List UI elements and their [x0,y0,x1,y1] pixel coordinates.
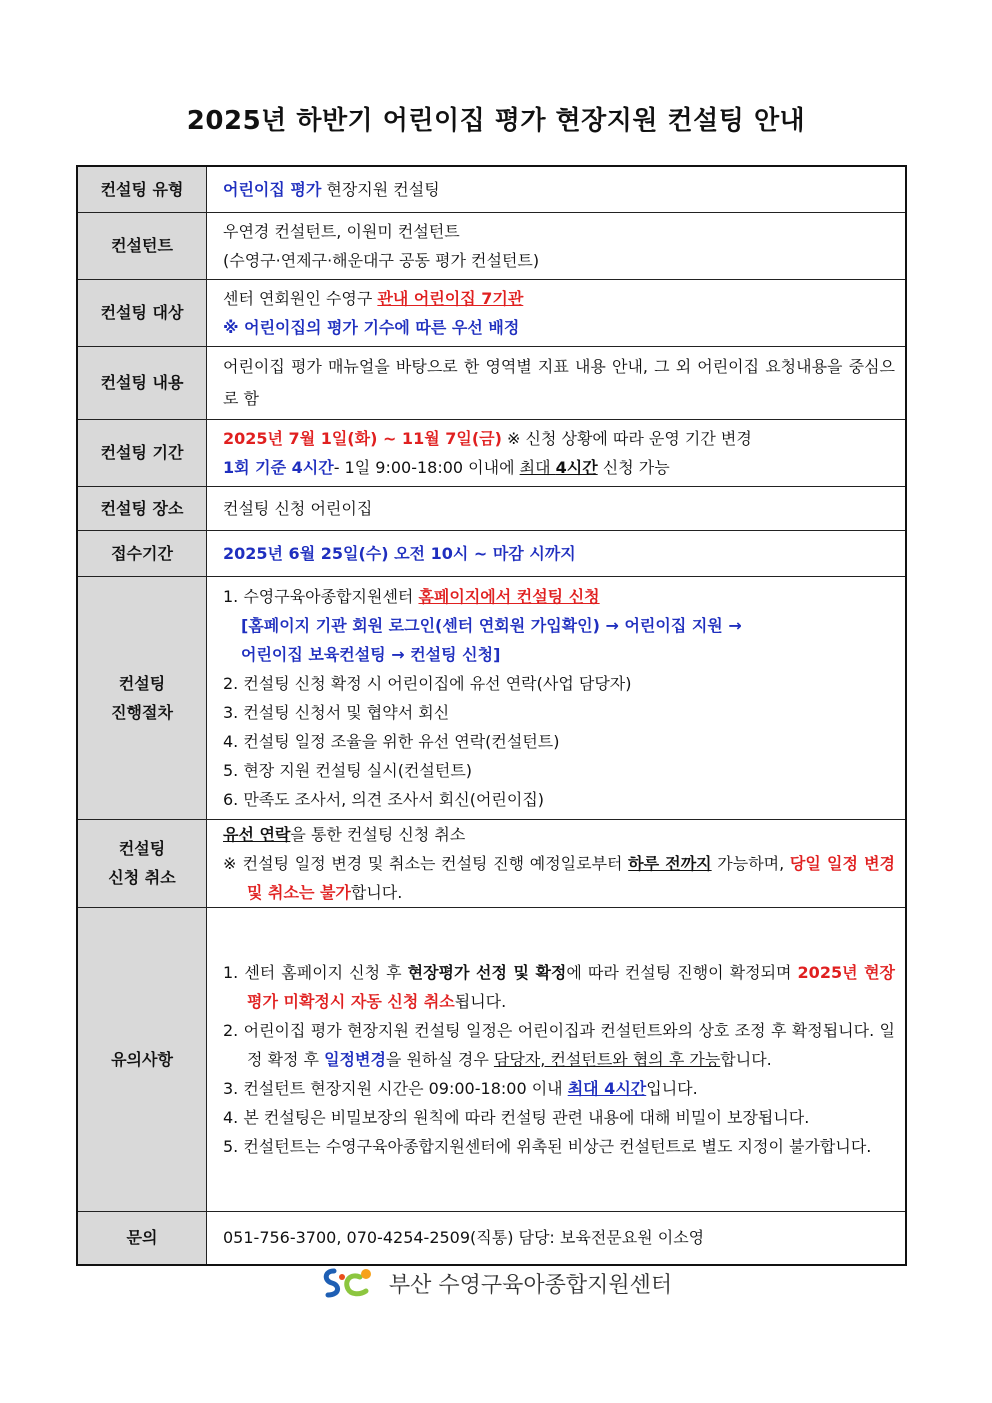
cancel-line2-end: 합니다. [350,882,403,902]
label-contact: 문의 [77,1211,207,1265]
label-type: 컨설팅 유형 [77,166,207,212]
cancel-label-line1: 컨설팅 [118,839,166,858]
label-consultant: 컨설턴트 [77,212,207,279]
period-base: 1회 기준 4시간 [223,457,334,477]
period-note: ※ 신청 상황에 따라 운영 기간 변경 [501,428,752,448]
cancel-line2-mid: 가능하며, [711,853,790,873]
target-highlight: 관내 어린이집 7기관 [377,288,524,308]
period-line2 [223,453,895,482]
label-notes: 유의사항 [77,907,207,1211]
page-title: 2025년 하반기 어린이집 평가 현장지원 컨설팅 안내 [186,106,806,136]
cancel-phone: 유선 연락 [223,824,291,844]
row-place [77,486,906,530]
note2-pre: 2. 어린이집 평가 현장지원 컨설팅 일정은 어린이집과 컨설턴트와의 상호 조정 후 확정됩니다. 일정 확정 후 [223,1020,895,1069]
consultant-line1: 우연경 컨설턴트, 이원미 컨설턴트 [223,221,460,241]
step1-pre: 1. 수영구육아종합지원센터 [223,586,419,606]
cancel-label-line2: 신청 취소 [108,868,176,887]
row-consultant [77,212,906,279]
procedure-label-line1: 컨설팅 [118,673,166,693]
footer [0,1265,992,1307]
content-period [207,419,907,486]
type-rest: 현장지원 컨설팅 [321,179,440,199]
note1-mid: 에 따라 컨설팅 진행이 확정되며 [566,962,798,982]
procedure-step3: 3. 컨설팅 신청서 및 협약서 회신 [223,702,450,722]
content-type [207,166,907,212]
label-cancel [77,819,207,907]
content-content [207,346,907,419]
procedure-step4: 4. 컨설팅 일정 조율을 위한 유선 연락(컨설턴트) [223,731,560,751]
row-procedure [77,576,906,819]
note3-end: 입니다. [646,1078,698,1098]
note2-mid: 을 원하실 경우 [385,1049,494,1069]
content-procedure [207,576,907,819]
note2-blue: 일정변경 [324,1049,386,1069]
note-5: 5. 컨설턴트는 수영구육아종합지원센터에 위촉된 비상근 컨설턴트로 별도 지정이 불가합니다. [223,1136,872,1156]
note-4: 4. 본 컨설팅은 비밀보장의 원칙에 따라 컨설팅 관련 내용에 대해 비밀이 보장됩니다. [223,1107,810,1127]
period-mid: - 1일 9:00-18:00 이내에 [333,457,520,477]
row-target [77,279,906,346]
row-period [77,419,906,486]
content-target [207,279,907,346]
content-cancel [207,819,907,907]
label-place: 컨설팅 장소 [77,486,207,530]
label-content: 컨설팅 내용 [77,346,207,419]
cancel-deadline: 하루 전까지 [628,853,712,873]
row-reception [77,530,906,576]
content-text: 어린이집 평가 매뉴얼을 바탕으로 한 영역별 지표 내용 안내, 그 외 어린이집 요청내용을 중심으로 함 [223,356,895,408]
content-notes [207,907,907,1211]
period-line1 [223,424,895,453]
note3-pre: 3. 컨설턴트 현장지원 시간은 09:00-18:00 이내 [223,1078,568,1098]
content-place: 컨설팅 신청 어린이집 [207,486,907,530]
label-target: 컨설팅 대상 [77,279,207,346]
note1-bold: 현장평가 선정 및 확정 [407,962,567,982]
note1-end: 됩니다. [454,991,507,1011]
period-dates: 2025년 7월 1일(화) ~ 11월 7일(금) [223,428,502,448]
label-period: 컨설팅 기간 [77,419,207,486]
label-reception: 접수기간 [77,530,207,576]
cancel-line1-rest: 을 통한 컨설팅 신청 취소 [290,824,466,844]
cancel-line1 [223,820,895,849]
note3-blue: 최대 4시간 [567,1078,647,1098]
cancel-line2-pre: ※ 컨설팅 일정 변경 및 취소는 컨설팅 진행 예정일로부터 [223,853,629,873]
row-notes [77,907,906,1211]
row-cancel [77,819,906,907]
content-consultant [207,212,907,279]
note1-pre: 1. 센터 홈페이지 신청 후 [223,962,408,982]
note1-red: 2025년 현장 평가 미확정시 자동 신청 취소 [247,962,895,1011]
period-end: 신청 가능 [597,457,670,477]
label-procedure [77,576,207,819]
period-max-hours: 4시간 [555,457,598,477]
note-3 [223,1074,895,1103]
procedure-step1-sub1: [홈페이지 기관 회원 로그인(센터 연회원 가입확인) → 어린이집 지원 → [241,615,742,635]
period-max-pre: 최대 [519,457,556,477]
target-line2: ※ 어린이집의 평가 기수에 따른 우선 배정 [223,317,520,337]
footer-org-name: 부산 수영구육아종합지원센터 [388,1273,673,1298]
note2-ul: 담당자, 컨설턴트와 협의 후 가능 [493,1049,721,1069]
row-contact [77,1211,906,1265]
target-line1 [223,284,895,313]
cancel-line2 [223,849,895,907]
procedure-step5: 5. 현장 지원 컨설팅 실시(컨설턴트) [223,760,473,780]
procedure-step1-sub2: 어린이집 보육컨설팅 → 컨설팅 신청] [241,644,501,664]
note2-end: 합니다. [720,1049,772,1069]
content-reception: 2025년 6월 25일(수) 오전 10시 ~ 마감 시까지 [207,530,907,576]
sc-logo-icon [320,1265,376,1307]
info-table [76,165,907,1266]
row-type [77,166,906,212]
consultant-line2: (수영구·연제구·해운대구 공동 평가 컨설턴트) [223,250,540,270]
content-contact: 051-756-3700, 070-4254-2509(직통) 담당: 보육전문요원 이소영 [207,1211,907,1265]
note-2 [223,1016,895,1074]
procedure-step6: 6. 만족도 조사서, 의견 조사서 회신(어린이집) [223,789,545,809]
procedure-step2: 2. 컨설팅 신청 확정 시 어린이집에 유선 연락(사업 담당자) [223,673,632,693]
period-max [520,458,598,477]
note-1 [223,958,895,1016]
procedure-step1 [223,582,895,611]
cancel-sameday: 당일 일정 변경 및 취소는 불가 [247,853,895,902]
step1-highlight: 홈페이지에서 컨설팅 신청 [418,586,600,606]
target-pre: 센터 연회원인 수영구 [223,288,378,308]
procedure-label-line2: 진행절차 [111,702,173,722]
type-highlight: 어린이집 평가 [223,179,322,199]
row-content [77,346,906,419]
